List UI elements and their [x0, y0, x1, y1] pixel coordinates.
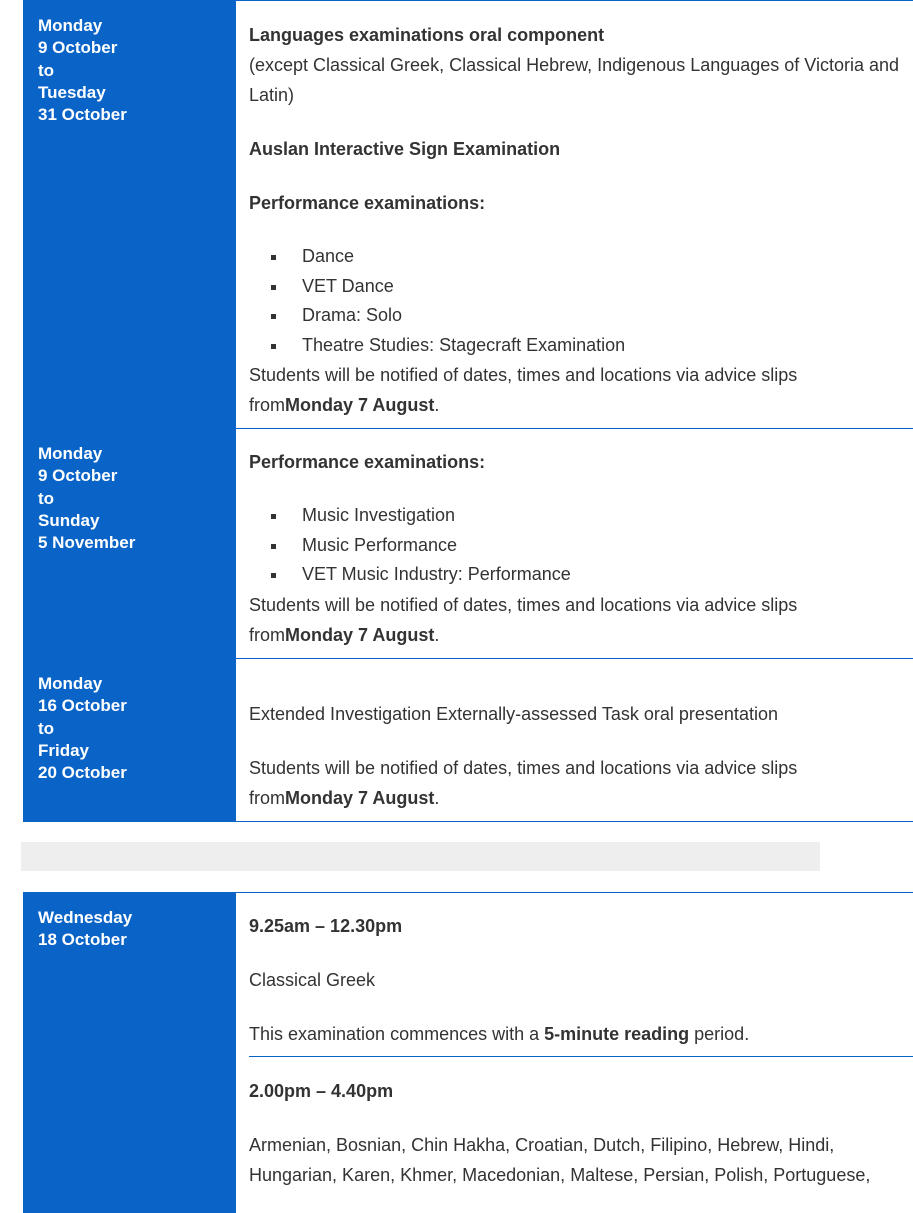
- list-item: Music Performance: [249, 531, 913, 561]
- from-text: from: [249, 395, 285, 416]
- notice-text: Students will be notified of dates, times and locations via advice slips: [249, 758, 798, 778]
- row-content: [236, 659, 913, 821]
- date-line: to: [38, 718, 55, 738]
- section-heading: Performance examinations:: [249, 452, 486, 472]
- notice-date-line: [249, 390, 913, 420]
- period-text: .: [434, 624, 440, 645]
- notice-date: Monday 7 August: [285, 395, 435, 416]
- notice-date-line: [249, 783, 913, 813]
- date-line: Monday: [38, 444, 103, 463]
- date-line: to: [38, 488, 55, 508]
- list-item: Dance: [249, 242, 913, 272]
- section-heading: Auslan Interactive Sign Examination: [249, 139, 561, 159]
- section-heading: Languages examinations oral component: [249, 25, 605, 45]
- date-line: 16 October: [38, 696, 127, 716]
- date-line: 18 October: [38, 930, 127, 950]
- session-time: 9.25am – 12.30pm: [249, 916, 403, 936]
- date-line: Tuesday: [38, 82, 106, 102]
- row-content: [236, 1, 913, 428]
- date-line: Monday: [38, 674, 103, 693]
- performance-list: [249, 242, 913, 360]
- list-item: VET Dance: [249, 272, 913, 302]
- date-line: Monday: [38, 16, 103, 35]
- date-cell: [23, 893, 236, 1213]
- date-line: to: [38, 60, 55, 80]
- note-text: Latin): [249, 85, 295, 105]
- exam-session: [249, 1057, 913, 1190]
- date-line: 9 October: [38, 466, 118, 486]
- exam-schedule-table: [23, 892, 913, 1213]
- date-line: 31 October: [38, 105, 127, 125]
- row-content: [236, 893, 913, 1213]
- note-text: (except Classical Greek, Classical Hebrew, Indigenous Languages of Victoria and: [249, 55, 900, 75]
- session-subjects: Armenian, Bosnian, Chin Hakha, Croatian, Dutch, Filipino, Hebrew, Hindi,: [249, 1135, 835, 1155]
- date-line: Friday: [38, 740, 90, 760]
- performance-list: [249, 501, 913, 590]
- period-text: .: [434, 788, 440, 808]
- date-line: 20 October: [38, 763, 127, 783]
- date-line: 5 November: [38, 533, 136, 553]
- table-row: [23, 893, 913, 1213]
- date-cell: [23, 429, 236, 658]
- notice-text: Students will be notified of dates, times and locations via advice slips: [249, 594, 798, 615]
- date-line: Sunday: [38, 510, 100, 530]
- table-row: [23, 429, 913, 659]
- list-item: VET Music Industry: Performance: [249, 560, 913, 590]
- session-note: [249, 1019, 913, 1049]
- notice-date: Monday 7 August: [285, 788, 435, 808]
- from-text: from: [249, 788, 285, 808]
- date-cell: [23, 659, 236, 821]
- session-subjects: Hungarian, Karen, Khmer, Macedonian, Maltese, Persian, Polish, Portuguese,: [249, 1165, 871, 1185]
- notice-date: Monday 7 August: [285, 624, 435, 645]
- note-bold: 5-minute reading: [544, 1024, 690, 1044]
- notice-date-line: [249, 620, 913, 650]
- session-subjects: Classical Greek: [249, 970, 376, 990]
- from-text: from: [249, 624, 285, 645]
- note-text: period.: [689, 1024, 750, 1044]
- date-line: Wednesday: [38, 908, 133, 927]
- list-item: Music Investigation: [249, 501, 913, 531]
- date-cell: [23, 1, 236, 428]
- list-item: Theatre Studies: Stagecraft Examination: [249, 331, 913, 361]
- task-text: Extended Investigation Externally-assessed Task oral presentation: [249, 704, 778, 724]
- section-heading: Performance examinations:: [249, 193, 486, 213]
- date-line: 9 October: [38, 38, 118, 58]
- list-item: Drama: Solo: [249, 301, 913, 331]
- period-text: .: [434, 395, 440, 416]
- table-row: [23, 1, 913, 429]
- exam-schedule-table: [23, 0, 913, 822]
- notice-text: Students will be notified of dates, times and locations via advice slips: [249, 365, 798, 386]
- exam-session: [249, 893, 913, 1057]
- row-content: [236, 429, 913, 658]
- session-time: 2.00pm – 4.40pm: [249, 1081, 394, 1101]
- separator-bar: [21, 842, 820, 871]
- table-row: [23, 659, 913, 822]
- note-text: This examination commences with a: [249, 1024, 545, 1044]
